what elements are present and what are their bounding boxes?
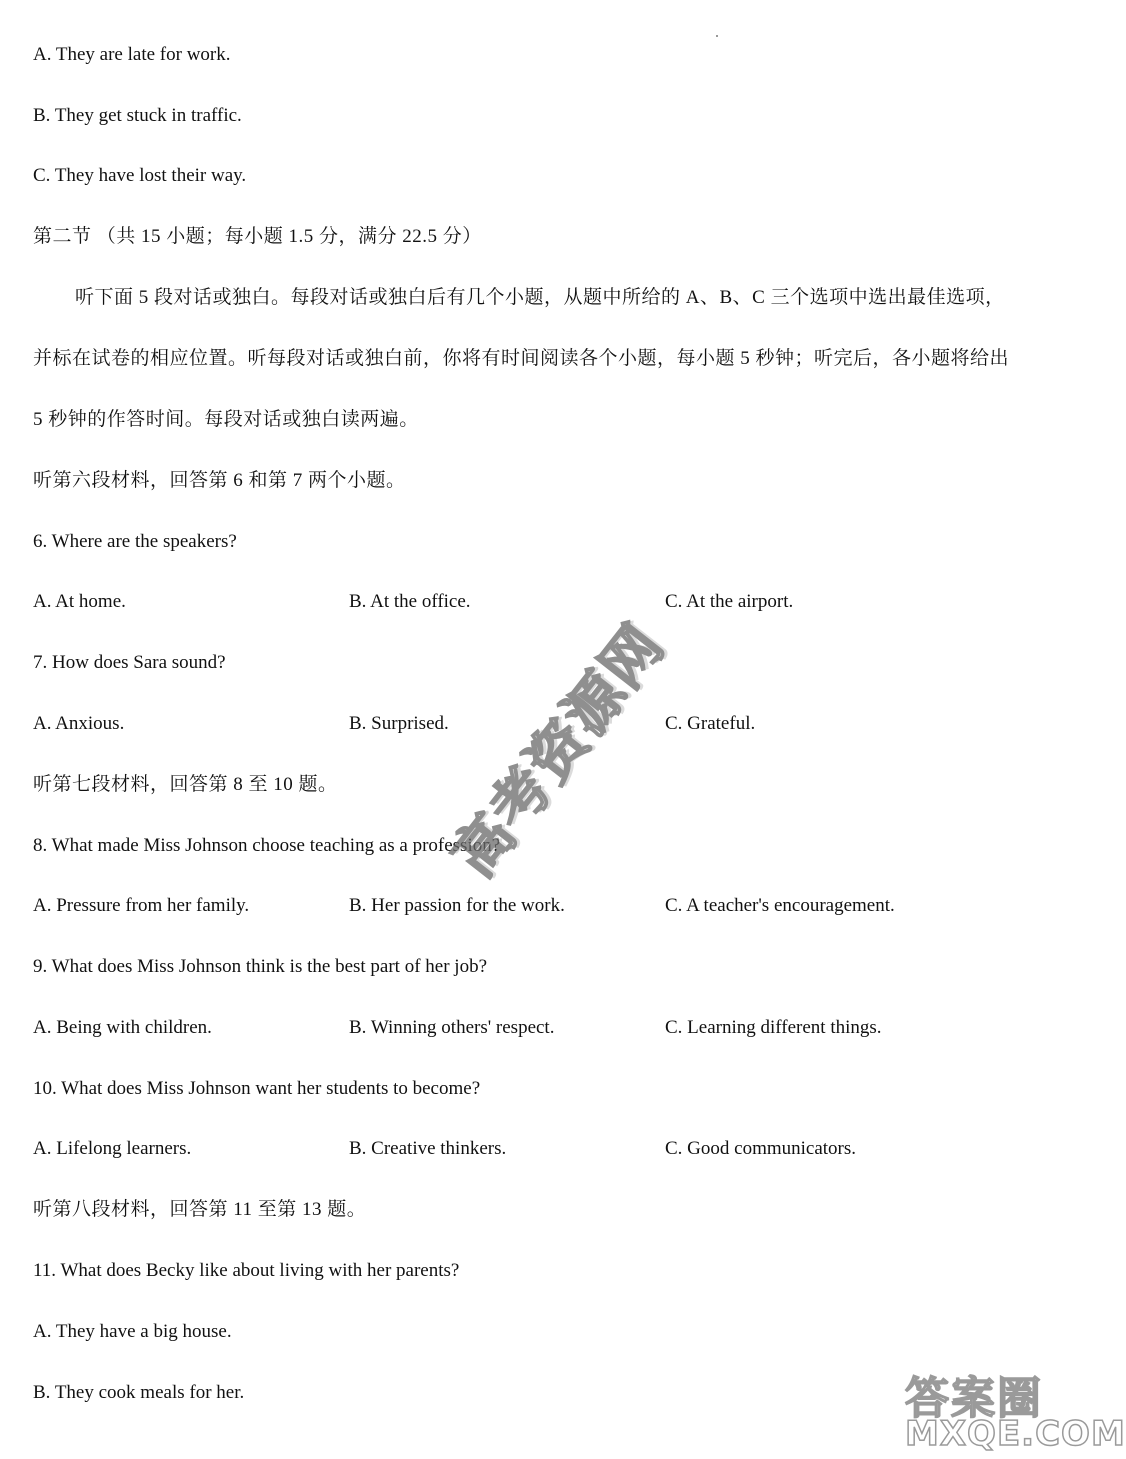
watermark-corner-logo: 答案圈	[905, 1373, 1043, 1424]
q6-option-a: A. At home.	[33, 591, 126, 612]
q11-question: 11. What does Becky like about living with her parents?	[33, 1260, 460, 1281]
section-title: 第二节 （共 15 小题；每小题 1.5 分，满分 22.5 分）	[33, 226, 482, 247]
q5-option-b: B. They get stuck in traffic.	[33, 105, 242, 126]
q7-option-c: C. Grateful.	[665, 713, 756, 734]
instructions-line-2: 并标在试卷的相应位置。听每段对话或独白前，你将有时间阅读各个小题，每小题 5 秒钟；听完后，各小题将给出	[33, 348, 1010, 369]
q9-question: 9. What does Miss Johnson think is the best part of her job?	[33, 956, 488, 977]
q6-option-b: B. At the office.	[349, 591, 471, 612]
q5-option-c: C. They have lost their way.	[33, 165, 247, 186]
q10-option-b: B. Creative thinkers.	[349, 1138, 507, 1159]
q7-option-a: A. Anxious.	[33, 713, 125, 734]
q11-option-b: B. They cook meals for her.	[33, 1382, 245, 1403]
q7-option-b: B. Surprised.	[349, 713, 449, 734]
q9-option-a: A. Being with children.	[33, 1017, 212, 1038]
q9-option-b: B. Winning others' respect.	[349, 1017, 555, 1038]
q10-option-a: A. Lifelong learners.	[33, 1138, 192, 1159]
q8-option-a: A. Pressure from her family.	[33, 895, 250, 916]
watermark-corner-url: MXQE.COM	[905, 1414, 1126, 1454]
q6-option-c: C. At the airport.	[665, 591, 794, 612]
q8-option-b: B. Her passion for the work.	[349, 895, 565, 916]
q8-question: 8. What made Miss Johnson choose teaching as a profession?	[33, 835, 501, 856]
q7-question: 7. How does Sara sound?	[33, 652, 226, 673]
q8-option-c: C. A teacher's encouragement.	[665, 895, 895, 916]
q6-question: 6. Where are the speakers?	[33, 531, 237, 552]
q5-option-a: A. They are late for work.	[33, 44, 231, 65]
q11-option-a: A. They have a big house.	[33, 1321, 232, 1342]
instructions-line-3: 5 秒钟的作答时间。每段对话或独白读两遍。	[33, 409, 419, 430]
q10-option-c: C. Good communicators.	[665, 1138, 857, 1159]
instructions-line-1: 听下面 5 段对话或独白。每段对话或独白后有几个小题，从题中所给的 A、B、C 三个选项中选出最佳选项，	[75, 287, 1005, 308]
segment-6-heading: 听第六段材料，回答第 6 和第 7 两个小题。	[33, 470, 406, 491]
segment-7-heading: 听第七段材料，回答第 8 至 10 题。	[33, 774, 338, 795]
scan-speck	[716, 35, 718, 37]
segment-8-heading: 听第八段材料，回答第 11 至第 13 题。	[33, 1199, 367, 1220]
watermark-center: 高考资源网	[439, 611, 678, 890]
q10-question: 10. What does Miss Johnson want her students to become?	[33, 1078, 481, 1099]
q9-option-c: C. Learning different things.	[665, 1017, 882, 1038]
